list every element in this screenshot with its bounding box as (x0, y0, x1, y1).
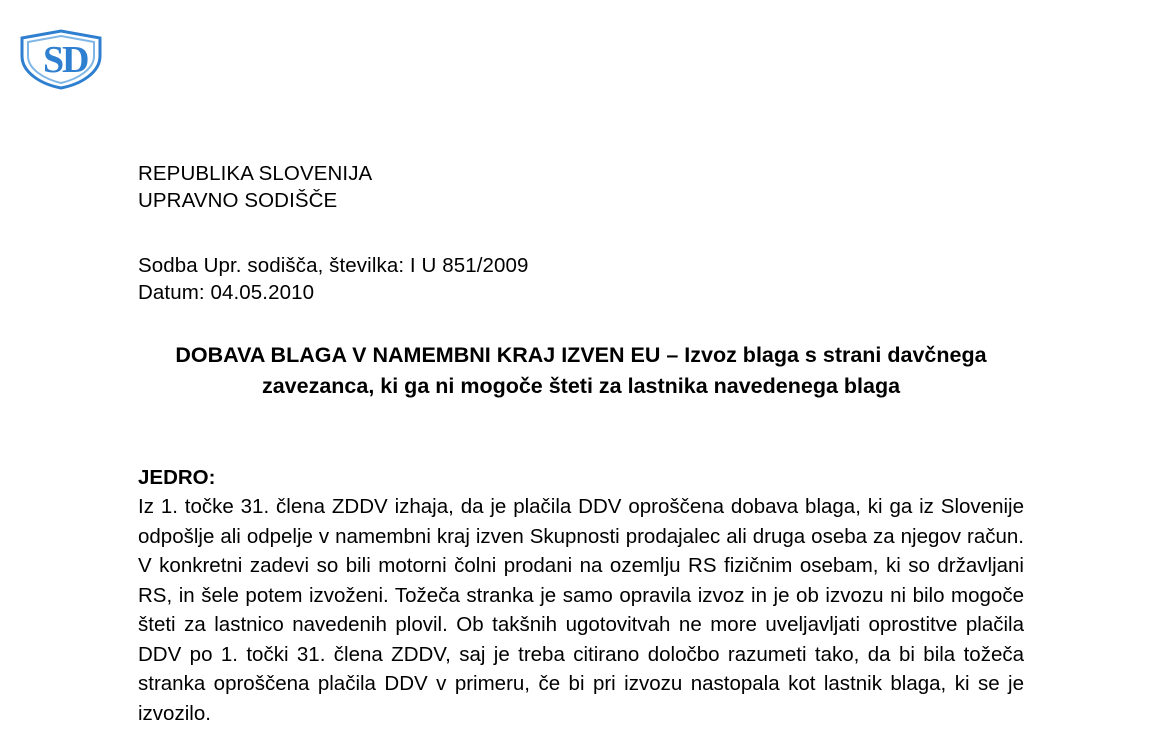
document-metadata (138, 252, 1024, 306)
document-date: Datum: 04.05.2010 (138, 281, 315, 304)
document-content (138, 160, 1024, 728)
page-title: DOBAVA BLAGA V NAMEMBNI KRAJ IZVEN EU – Izvoz blaga s strani davčnega zavezanca, ki ga ni mogoče šteti za lastnika navedenega blaga (175, 343, 987, 398)
issuing-authority (138, 160, 1024, 214)
authority-line-court: UPRAVNO SODIŠČE (138, 189, 338, 212)
svg-text:D: D (62, 39, 90, 81)
section-heading: JEDRO: (138, 466, 216, 489)
authority-line-country: REPUBLIKA SLOVENIJA (138, 162, 373, 185)
section-body: Iz 1. točke 31. člena ZDDV izhaja, da je plačila DDV oproščena dobava blaga, ki ga iz Slovenije odpošlje ali odpelje v namembni kraj izven Skupnosti prodajalec ali druga oseba za njegov račun. V konkretni zadevi so bili motorni čolni prodani na ozemlju RS fizičnim osebam, ki so državljani RS, in šele potem izvoženi. Tožeča stranka je samo opravila izvoz in je ob izvozu ni bilo mogoče šteti za lastnico navedenih plovil. Ob takšnih ugotovitvah ne more uveljavljati oprostitve plačila DDV po 1. točki 31. člena ZDDV, saj je treba citirano določbo razumeti tako, da bi bila tožeča stranka oproščena plačila DDV v primeru, če bi pri izvozu nastopala kot lastnik blaga, ki se je izvozilo. (138, 495, 1024, 725)
section-jedro (138, 464, 1024, 728)
case-number: Sodba Upr. sodišča, številka: I U 851/2009 (138, 254, 529, 277)
svg-text:S: S (43, 39, 65, 81)
sd-shield-logo-icon (18, 28, 104, 90)
